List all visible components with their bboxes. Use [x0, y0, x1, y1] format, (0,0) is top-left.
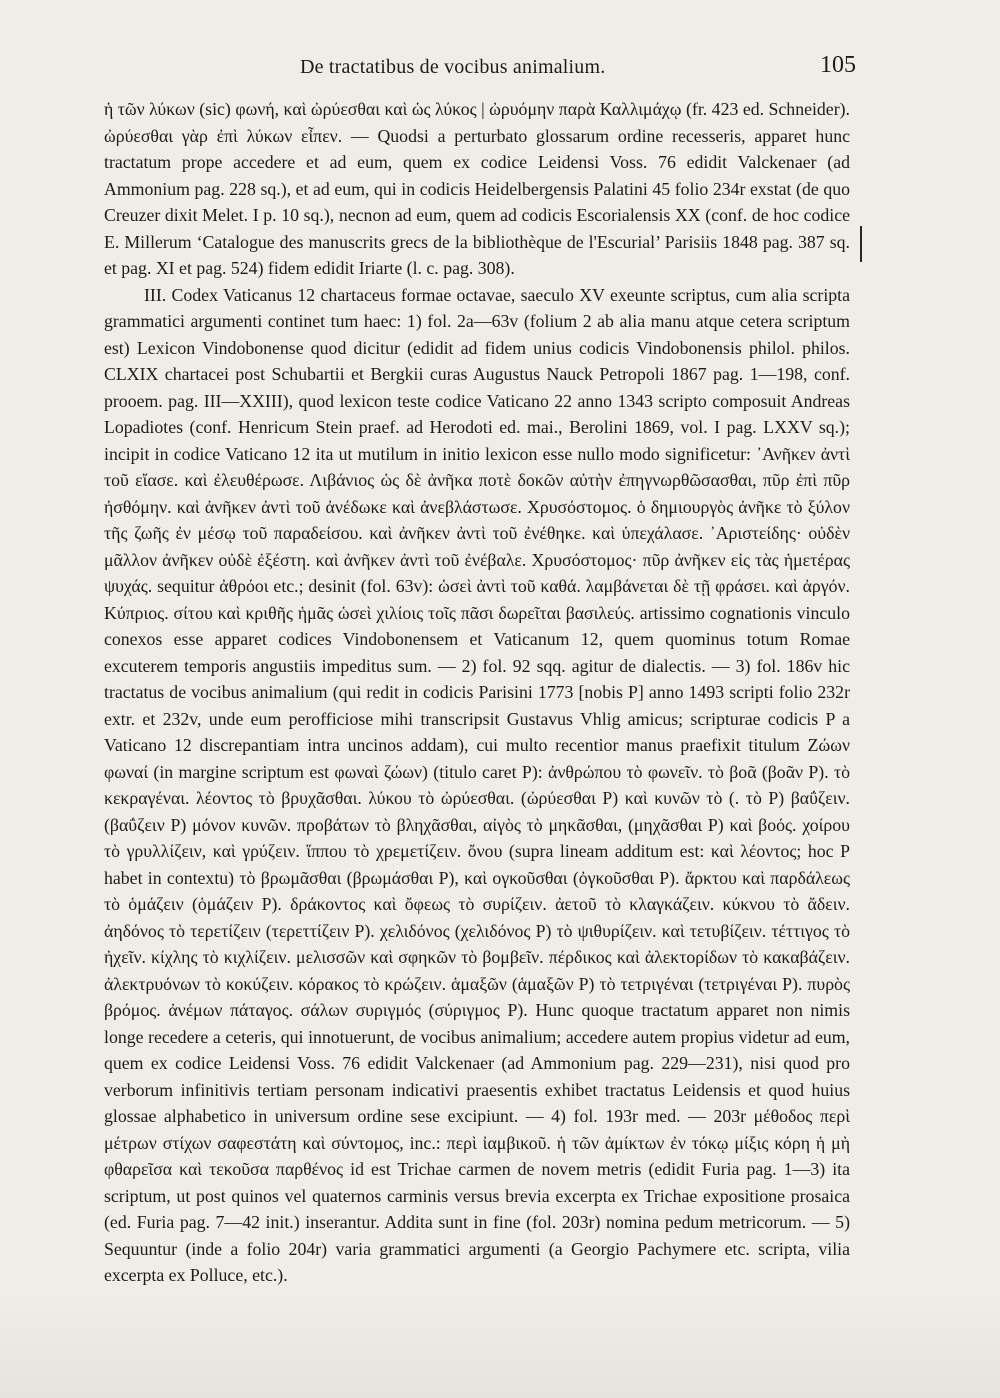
running-head: [0, 52, 1000, 82]
page-number: 105: [820, 52, 856, 78]
text-column: [104, 96, 850, 1289]
margin-line-mark: [860, 226, 862, 262]
page-bottom-margin: [0, 1295, 1000, 1398]
running-title: De tractatibus de vocibus animalium.: [300, 56, 606, 78]
paragraph-continuation: ἡ τῶν λύκων (sic) φωνή, καὶ ὠρύεσθαι καὶ ὡς λύκος | ὠρυόμην παρὰ Καλλιμάχῳ (fr. 423 ed. Schneider). ὠρύεσθαι γὰρ ἐπὶ λύκων εἶπεν. — Quodsi a perturbato glossarum ordine recesseris, apparet hunc tractatum prope accedere et ad eum, quem ex codice Leidensi Voss. 76 edidit Valckenaer (ad Ammonium pag. 228 sq.), et ad eum, qui in codicis Heidelbergensis Palatini 45 folio 234r exstat (de quo Creuzer dixit Melet. I p. 10 sq.), necnon ad eum, quem ad codicis Escorialensis XX (conf. de hoc codice E. Millerum ‘Catalogue des manuscrits grecs de la bibliothèque de l'Escurial’ Parisiis 1848 pag. 387 sq. et pag. XI et pag. 524) fidem edidit Iriarte (l. c. pag. 308).: [104, 99, 850, 278]
paragraph-codex-vaticanus: III. Codex Vaticanus 12 chartaceus formae octavae, saeculo XV exeunte scriptus, cum alia scripta grammatici argumenti continet tum haec: 1) fol. 2a—63v (folium 2 ab alia manu atque cetera scriptum est) Lexicon Vindobonense quod dicitur (edidit ad fidem unius codicis Vindobonensis philol. philos. CLXIX chartacei post Schubartii et Bergkii curas Augustus Nauck Petropoli 1867 pag. 1—198, conf. prooem. pag. III—XXIII), quod lexicon teste codice Vaticano 22 anno 1343 scripto composuit Andreas Lopadiotes (conf. Henricum Stein praef. ad Herodoti ed. mai., Berolini 1869, vol. I pag. LXXV sq.); incipit in codice Vaticano 12 ita ut mutilum in initio lexicon esse nullo modo significetur: ᾿Ανῆκεν ἀντὶ τοῦ εἴασε. καὶ ἐλευθέρωσε. Λιβάνιος ὡς δὲ ἀνῆκα ποτὲ δοκῶν αὐτὴν ἐπηγνωρθῶσασθαι, πῦρ ἐπὶ πῦρ ἠσθόμην. καὶ ἀνῆκεν ἀντὶ τοῦ ἀνέδωκε καὶ ἀνεβλάστωσε. Χρυσόστομος. ὁ δημιουργὸς ἀνῆκε τὸ ξύλον τῆς ζωῆς ἐν μέσῳ τοῦ παραδείσου. καὶ ἀνῆκεν ἀντὶ τοῦ ἐνέθηκε. καὶ ὑπεχάλασε. ᾿Αριστείδης· οὐδὲν μᾶλλον ἀνῆκεν οὐδὲ ἐξέστη. καὶ ἀνῆκεν ἀντὶ τοῦ ἐνέβαλε. Χρυσόστομος· πῦρ ἀνῆκεν εἰς τὰς ἡμετέρας ψυχάς. sequitur ἀθρόοι etc.; desinit (fol. 63v): ὡσεὶ ἀντὶ τοῦ καθά. λαμβάνεται δὲ τῇ φράσει. καὶ ἀργόν. Κύπριος. σίτου καὶ κριθῆς ἡμᾶς ὡσεὶ χιλίοις τοῖς πᾶσι δωρεῖται βασιλεύς. artissimo cognationis vinculo conexos esse apparet codices Vindobonensem et Vaticanum 12, quem quominus totum Romae excuterem temporis angustiis impeditus sum. — 2) fol. 92 sqq. agitur de dialectis. — 3) fol. 186v hic tractatus de vocibus animalium (qui redit in codicis Parisini 1773 [nobis P] anno 1493 scripti folio 232r extr. et 232v, unde eum perofficiose mihi transcripsit Gustavus Vhlig amicus; scripturae codicis P a Vaticano 12 discrepantiam intra uncinos addam), cui multo recentior manus praefixit titulum Ζώων φωναί (in margine scriptum est φωναὶ ζώων) (titulo caret P): ἀνθρώπου τὸ φωνεῖν. τὸ βοᾶ (βοᾶν P). τὸ κεκραγέναι. λέοντος τὸ βρυχᾶσθαι. λύκου τὸ ὠρύεσθαι. (ὠρύεσθαι P) καὶ κυνῶν τὸ (. τὸ P) βαΰζειν. (βαΰζειν P) μόνον κυνῶν. προβάτων τὸ βληχᾶσθαι, αἰγὸς τὸ μηκᾶσθαι, (μηχᾶσθαι P) καὶ βοός. χοίρου τὸ γρυλλίζειν, καὶ γρύζειν. ἵππου τὸ χρεμετίζειν. ὄνου (supra lineam additum est: καὶ λέοντος; hoc P habet in contextu) τὸ βρωμᾶσθαι (βρωμάσθαι P), καὶ ογκοῦσθαι (ὀγκοῦσθαι P). ἄρκτου καὶ παρδάλεως τὸ ὁμάζειν (ὁμάζειν P). δράκοντος καὶ ὄφεως τὸ συρίζειν. ἀετοῦ τὸ κλαγκάζειν. κύκνου τὸ ἄδειν. ἀηδόνος τὸ τερετίζειν (τερεττίζειν P). χελιδόνος (χελιδόνος P) τὸ ψιθυρίζειν. καὶ τετυβίζειν. τέττιγος τὸ ἠχεῖν. κίχλης τὸ κιχλίζειν. μελισσῶν καὶ σφηκῶν τὸ βομβεῖν. πέρδικος καὶ ἀλεκτορίδων τὸ κακαβάζειν. ἀλεκτρυόνων τὸ κοκύζειν. κόρακος τὸ κρώζειν. ἁμαξῶν (ἁμαξῶν P) τὸ τετριγέναι (τετριγέναι P). πυρὸς βρόμος. ἀνέμων πάταγος. σάλων συριγμός (σύριγμος P). Hunc quoque tractatum apparet non nimis longe recedere a ceteris, qui innotuerunt, de vocibus animalium; accedere autem propius videtur ad eum, quem ex codice Leidensi Voss. 76 edidit Valckenaer (ad Ammonium pag. 229—231), nisi quod pro verborum infinitivis tertiam personam indicativi praesentis exhibet tractatus Leidensis et quod huius glossae alphabetico in universum ordine sese excipiunt. — 4) fol. 193r med. — 203r μέθοδος περὶ μέτρων στίχων σαφεστάτη καὶ σύντομος, inc.: περὶ ἰαμβικοῦ. ἡ τῶν ἀμίκτων ἐν τόκῳ μίξις κόρη ἡ μὴ φθαρεῖσα καὶ τεκοῦσα παρθένος id est Trichae carmen de novem metris (edidit Furia pag. 1—3) ita scriptum, ut post quinos vel quaternos carminis versus brevia excerpta ex Trichae expositione prosaica (ed. Furia pag. 7—42 init.) inserantur. Addita sunt in fine (fol. 203r) nomina pedum metricorum. — 5) Sequuntur (inde a folio 204r) varia grammatici argumenti (a Georgio Pachymere etc. scripta, vilia excerpta ex Polluce, etc.).: [104, 284, 850, 1285]
